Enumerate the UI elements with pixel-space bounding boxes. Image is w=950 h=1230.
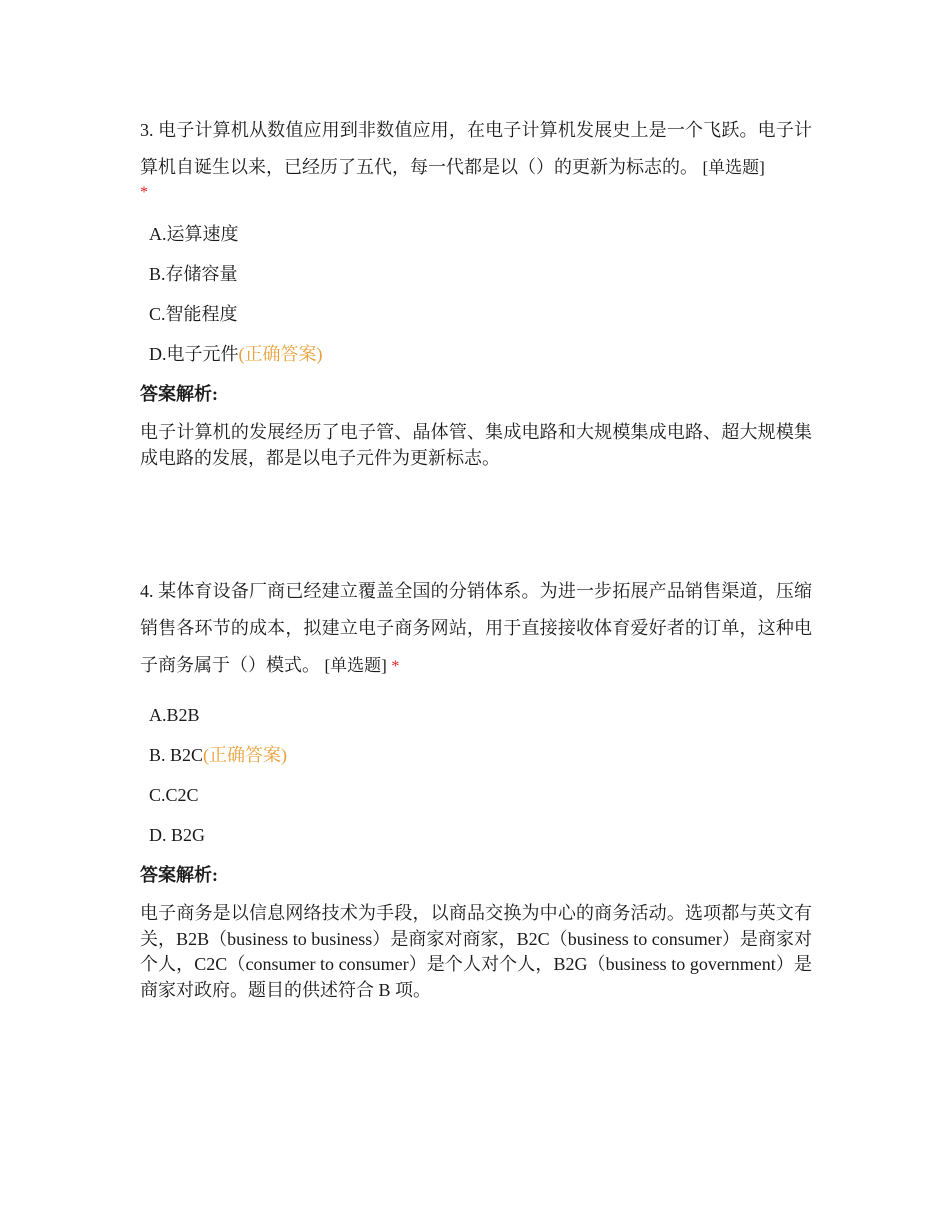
option-b[interactable] bbox=[149, 735, 812, 775]
question-block-4 bbox=[140, 573, 812, 1003]
option-label: D.电子元件 bbox=[149, 344, 239, 364]
required-mark: * bbox=[391, 658, 400, 675]
option-c[interactable] bbox=[149, 775, 812, 815]
correct-answer-tag: (正确答案) bbox=[238, 344, 323, 364]
question-block-3 bbox=[140, 112, 812, 471]
question-stem bbox=[140, 573, 812, 685]
option-d[interactable] bbox=[149, 334, 812, 374]
analysis-label: 答案解析: bbox=[140, 384, 218, 404]
question-number: 3. bbox=[140, 120, 154, 140]
option-a[interactable] bbox=[149, 214, 812, 254]
option-label: B. B2C bbox=[149, 745, 204, 765]
option-label: C.智能程度 bbox=[149, 304, 238, 324]
question-text: 电子计算机从数值应用到非数值应用，在电子计算机发展史上是一个飞跃。电子计算机自诞生以来，已经历了五代，每一代都是以（）的更新为标志的。 bbox=[140, 120, 813, 177]
analysis-text: 电子商务是以信息网络技术为手段，以商品交换为中心的商务活动。选项都与英文有关，B2B（business to business）是商家对商家，B2C（business to consumer）是商家对个人，C2C（consumer to consumer）是个人对个人，B2G（business to government）是商家对政府。题目的供述符合 B 项。 bbox=[140, 903, 812, 1000]
option-b[interactable] bbox=[149, 254, 812, 294]
question-text: 某体育设备厂商已经建立覆盖全国的分销体系。为进一步拓展产品销售渠道，压缩销售各环节的成本，拟建立电子商务网站，用于直接接收体育爱好者的订单，这种电子商务属于（）模式。 bbox=[140, 581, 813, 675]
option-label: C.C2C bbox=[149, 785, 199, 805]
question-type-label: [单选题] bbox=[702, 158, 765, 177]
question-type-label: [单选题] bbox=[324, 656, 387, 675]
option-label: A.运算速度 bbox=[149, 224, 239, 244]
option-d[interactable] bbox=[149, 815, 812, 855]
question-stem bbox=[140, 112, 812, 204]
required-mark: * bbox=[140, 184, 148, 201]
options-list bbox=[149, 695, 812, 855]
option-c[interactable] bbox=[149, 294, 812, 334]
option-label: A.B2B bbox=[149, 705, 200, 725]
analysis-text: 电子计算机的发展经历了电子管、晶体管、集成电路和大规模集成电路、超大规模集成电路的发展，都是以电子元件为更新标志。 bbox=[140, 422, 812, 468]
correct-answer-tag: (正确答案) bbox=[203, 745, 288, 765]
options-list bbox=[149, 214, 812, 374]
analysis-label: 答案解析: bbox=[140, 865, 218, 885]
option-a[interactable] bbox=[149, 695, 812, 735]
option-label: D. B2G bbox=[149, 825, 206, 845]
question-number: 4. bbox=[140, 581, 154, 601]
option-label: B.存储容量 bbox=[149, 264, 238, 284]
